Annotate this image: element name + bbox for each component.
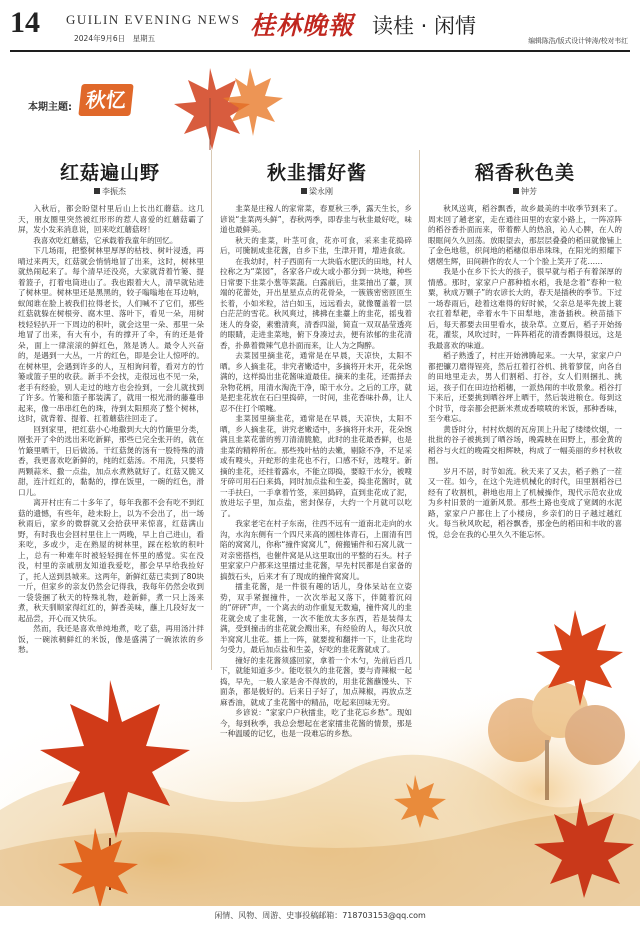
maple-leaf-icon	[40, 820, 150, 910]
maple-leaf-icon	[520, 600, 630, 710]
article-title: 秋韭擂好酱	[266, 162, 367, 184]
column-divider	[211, 150, 212, 670]
maple-leaf-icon	[205, 62, 295, 142]
newspaper-logo: 桂林晚報	[250, 11, 355, 40]
article-paragraph: 黄昏时分，村村炊烟的瓦房顶上升起了缕缕炊烟，一批批的谷子被挑到了晒谷场，晚霞映在田野上，那金黄的稻谷与火红的晚霞交相辉映，构成了一幅美丽的乡村秋收图。	[428, 424, 622, 465]
article-paragraph: 我是小在乡下长大的孩子，很早就与稻子有着深厚的情感。那时，家家户户都种植水稻，我是念着“春种一粒粟，秋成万颗子”的农谚长大的，春天是插秧的季节。下过一场春雨后，趁着这难得的好时候，父亲总是率先披上蓑衣扛着犁耙，牵着水牛下田犁地，准备插秧。秧苗插下后，每天都要去田里看水，拔杂草。立夏后，稻子开始扬花，灌浆，风吹过时，一阵阵稻花的清香飘得很远，这是我最喜欢的味道。	[428, 267, 622, 350]
article-body	[18, 204, 204, 654]
column-divider	[419, 150, 420, 670]
article-paragraph: 擂韭花酱，是一件很有趣的话儿，身体呆站在立姿势，双手紧握撞件，一次次举起又落下，伴随着沉闷的“砰砰”声，一个离去的动作重复无数遍，撞件窝儿的韭花就会成了韭花酱，一次不能放太多东西，若是装得太满，受到撞击的韭花就会溅出来，有经验的人，每次只放半窝窝儿韭花。擂上一阵，就要搅和翻拌一下，让韭花均匀受力，最后加点盐和生姜，好吃的韭花酱就成了。	[220, 582, 412, 654]
page-number: 14	[10, 6, 40, 39]
article-paragraph: 在我幼时，村子西面有一大块临水肥沃的田地，村人拉称之为“菜园”，各家各户或大或小都分到一块地，种些日常要下韭菜小葱等菜蔬。白露前后，韭菜抽出了薹，顶端的花蕾处，开出星星点点的花骨朵，一簇簇密密匝匝生长着，小如米粒，洁白如玉，远远看去，就像覆盖着一层白茫茫的雪花。秋风爽过，拂拂在韭薹上的韭花，摇曳着迷人的身姿，素雅清爽，清香四溢，简直一双双晶莹透亮的眼睛，走进韭菜地，俯下身凑过去，便有浓郁的韭花清香，扑鼻着微辣气息扑面而来，让人为之陶醉。	[220, 256, 412, 350]
maple-leaf-icon	[520, 790, 640, 900]
publication-date: 2024年9月6日 星期五	[74, 34, 156, 43]
article-paragraph: 撞好的韭花酱须盛回家，拿着一个木勺，先前后舀几下，就能知道多少。能吃很久的韭花酱，要与青辣椒一起捣，早先，一般人家是舍不得放的，用韭花酱蘸馒头、下面条，都是极好的。后来日子好了，加点辣椒，再放点芝麻香油，就成了韭花酱中的精品，吃起来回味无穷。	[220, 655, 412, 707]
header-divider	[10, 50, 630, 52]
article-paragraph: 离开村庄有二十多年了，每年我都不会有吃不到红菇的遗憾，有些年，趁未盼上，以为不会出了，出一场秋雨后，家乡的微群就又会拾获甲来惊喜，红菇满山野，有时我也会回村里住上一两晚，早上自己进山，看来吃，多或少，走在熟屋的树林里，踩在松软的积叶上，总有一种难年时被轻轻拥在怀里的感觉。实在没没，村里的亲戚朋友知道我爱吃，都会早早给我捡好了，托人送到县城来。这两年，新鲜红菇已卖到了80块一斤，但家乡的亲友仍然会记得我，我每年仍然会收到一袋袋捆了秋天的特殊礼物，趁新鲜，煮一只上汤来煮，秋天驯顺家得红红的，鲜香美味，蘸上几段好友一起品尝，开心而又快乐。	[18, 498, 204, 623]
maple-leaf-icon	[380, 770, 450, 830]
article-paragraph: 我家老宅在村子东南，往西不远有一道南北走向的水沟，水沟东侧有一个四尺来高的圆柱体青石，上面清有凹陷的窝窝儿，你称“撞件窝窝儿”，俯搬铺件和石窝儿就一对亲密搭档，也催件窝是从这里取出的平整的石头。村子里家家户户都来这里擂过韭花酱，早先村民都是自家备的搞鼓石头，后来才有了现成的撞件窝窝儿。	[220, 519, 412, 581]
article-byline: 李振杰	[20, 186, 200, 197]
article-paragraph: 入秋后，都会盼望村里后山上长出红蘑菇。这几天，朋友圈里突然被红形形的惹人喜爱的红蘑菇霸了屏，发小发来消息说，回来吃红蘑菇呀！	[18, 204, 204, 234]
article-paragraph: 回到家里，把红菇小心地撒到大大的竹簸里分类，刚张开了伞的选出来吃新鲜，那些已完全张开的，就在竹簸里晒干，日后做汤。干红菇煲的汤有一股特殊的清香，我更喜欢吃新鲜的，纯的红菇汤。不用洗，只要将两颗蒜米、撒一点盐，加点水煮熟就好了。红菇又脆又甜，连汁红红的，黏黏的，撑在饭里，一碗的红色，滑口儿。	[18, 424, 204, 497]
article-paragraph: 岁月不居，时节如流。秋天来了又去，稻子熟了一茬又一茬。如今，在这个先进机械化的时代，田里割稻谷已经有了收割机，耕地也用上了机械操作，现代示范农业成为乡村旧景的一道新风景。那些土路也变成了宽阔的水泥路，家家户户都住上了小楼房，乡亲们的日子越过越红火。每当秋风吹起，稻谷飘香，那金色的稻田和丰收的喜悦，总会在我的心里久久不能忘怀。	[428, 466, 622, 539]
article-title: 稻香秋色美	[474, 162, 575, 184]
article-body	[428, 204, 622, 654]
paper-name-english: GUILIN EVENING NEWS	[66, 12, 241, 27]
article-paragraph: 稻子熟透了，村庄开始沸腾起来。一大早，家家户户都把镰刀磨得锃亮，然后扛着打谷机、挑着箩筐，向各自的田地里走去，男人们割稻、打谷，女人们则捆扎、挑运，孩子们在田边拾稻穗，一派热闹的丰收景象。稻谷打下来后，还要挑到晒谷坪上晒干，然后装进粮仓。每到这个时节，母亲都会把新米煮成香喷喷的米饭，那种香味，至今难忘。	[428, 351, 622, 423]
article-title: 红菇遍山野	[59, 162, 160, 184]
article-paragraph: 去菜园里摘韭花，通常是在早晨，天凉快，太阳不晒。乡人摘韭花，非究者嫩适中，多摘将开未开，花朵饱满的，这样捣出韭花酱味道最佳。摘来的韭花，还需择去杂物花柄，用清水淘洗干净，晾干水分。之后的工序，就是把韭花放在石臼里捣碎，一时间，韭花香味扑鼻，让人忍不住打个喷嚏。	[220, 351, 412, 413]
article-paragraph: 韭菜园里摘韭花，通常是在早晨，天凉快，太阳不晒，乡人摘韭花，讲究老嫩适中，多摘将开未开，花朵饱满且韭菜花蕾的剪刀清清脆脆，此时的韭花最香鲜，也是韭菜的精粹所在。那些残叶枯的去嫩，剔除不净，不足采或有嗖头，开蛇形的韭花也不行，口感不好，选嗖牙。新摘的韭花，还挂着露水，不能立即捣，要晾干水分，被嗖牙碎可用石臼来捣，同时加点盐和生姜，捣韭花酱时，就一手扶臼，一手拿着竹签，来回捣碎，直到韭花成了泥，放进坛子里，加点盐，密封保存，大约一个月就可以吃了。	[220, 414, 412, 518]
theme-label: 本期主题:	[28, 102, 72, 113]
article-paragraph: 秋天的韭菜，叶茎可食，花亦可食，采来韭花捣碎后，可腌制成韭花酱，自乡下韭，生津开胃，增进食欲。	[220, 235, 412, 255]
theme-word: 秋忆	[78, 84, 133, 116]
submission-email: 闲情、风物、周游、史事投稿邮箱：718703153@qq.com	[214, 911, 426, 920]
article-paragraph: 秋风送爽，稻谷飘香，故乡最美的丰收季节到来了。周末回了趟老家，走在通往田里的农家小路上，一阵凉阵的稻谷香扑面而来，带着醉人的热浪，沁人心脾，在人的眼眶间久久回荡。放眼望去，那层层叠叠的稻田就像铺上了金色地毯，织间地的稻穗似串串珠珠，在阳光的照耀下熠熠生辉，田间耕作的农人一个个脸上笑开了花……	[428, 204, 622, 266]
article-paragraph: 我喜欢吃红蘑菇，它承载着我童年的回忆。	[33, 235, 178, 245]
article-paragraph: 韭菜是庄稼人的家常菜，春夏秋三季，露天生长，乡谚说“韭菜两头鲜”，春秋两季，即春韭与秋韭最好吃，味道也最鲜美。	[220, 204, 412, 234]
article-paragraph: 然而，我还是喜欢单纯地煮，吃了菇，再用汤汁拌饭，一碗浓稠鲜红的米饭，像是盛满了一碗浓浓的乡愁。	[18, 624, 204, 654]
article-byline: 钟芳	[430, 186, 620, 197]
article-paragraph: 下几场雨，把整树林里厚厚的枯枝、树叶浸透，再晴过来两天，红菇就会悄悄地冒了出来，这时，树林里就热闹起来了。每个清早还没亮，大家就背着竹篓、提着篮子，打着电筒进山了。我也跟着大人，清早就钻进了树林里。树林里还是黑黑的，较子嗡嗡地在耳边响，蚁闻谁在脸上被我们拉得老长，人们喊不了它们，那些红菇就躲在树根旁、腐木里、落叶下，看见一朵，用树枝轻轻扒开一下周边的积叶，就会这里一朵、那里一朵地冒了出来，有大有小，有的撑开了伞，有的还是骨朵，面上一律滚滚的鲜红色，煞是诱人。最令人兴奋的，是遇到一大丛，一片的红色，即是会让人惊呼的。在树林里，会遇到许多的人，互相询问着，看对方的竹篓或篮子里的收获。新手不会找，走很远也不见一朵，老手有经验，别人走过的地方也会捡到，一会儿就找到了许多。竹篓和篮子都装满了，就用一根光滑的藤蔓串起来，像一串串红色的珠，待到太阳照亮了整个树林，这时，就背着、提着、扛着蘑菇往回走了。	[18, 246, 204, 423]
article-byline: 梁永刚	[222, 186, 412, 197]
editor-credits: 编辑陈浩/版式设计钟涛/校对韦红	[528, 37, 628, 45]
section-title: 读桂 · 闲情	[372, 14, 477, 38]
article-paragraph: 乡谚说：“家家户户秋擂韭，吃了韭花忘乡愁”。现如今，每到秋季，我总会想起在老家擂韭花酱的情景，那是一种温暖的记忆，也是一段难忘的乡愁。	[220, 708, 412, 738]
